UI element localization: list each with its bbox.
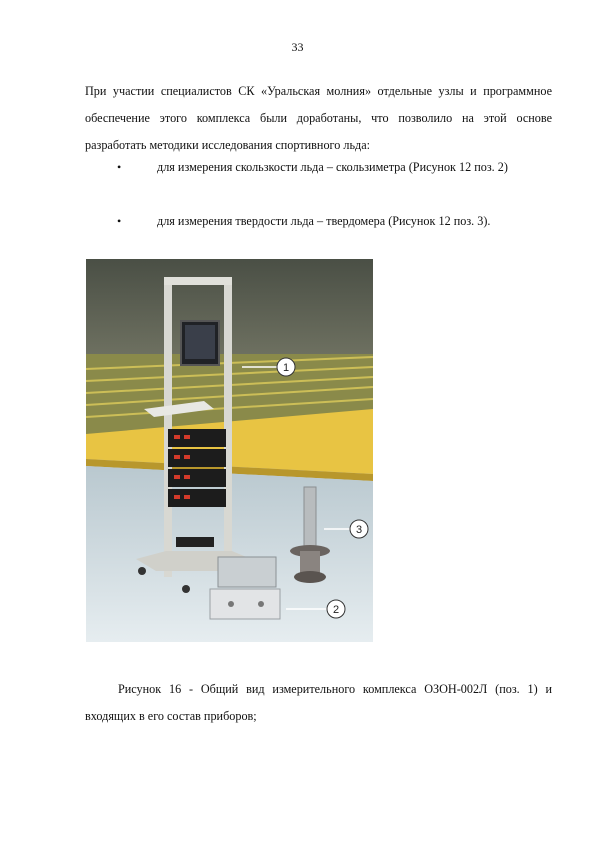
figure-caption: Рисунок 16 - Общий вид измерительного комплекса ОЗОН-002Л (поз. 1) и входящих в его состав приборов; [85, 682, 552, 723]
figure-photo [86, 259, 373, 642]
bullet-text: для измерения твердости льда – твердомера (Рисунок 12 поз. 3). [157, 214, 491, 228]
bullet-item-hardness [85, 208, 552, 235]
callout-label: 3 [355, 524, 363, 536]
page-number: 33 [291, 40, 304, 54]
equipment-photo-illustration [86, 259, 373, 642]
callout-label: 2 [332, 604, 340, 616]
intro-paragraph: При участии специалистов СК «Уральская молния» отдельные узлы и программное обеспечение этого комплекса были доработаны, что позволило на этой основе разработать методики исследования спортивного льда: [85, 84, 552, 152]
callout-label: 1 [282, 362, 290, 374]
bullet-item-slipperiness [85, 154, 552, 181]
bullet-marker: • [117, 214, 122, 228]
bullet-marker: • [117, 160, 122, 174]
bullet-text: для измерения скользкости льда – скользиметра (Рисунок 12 поз. 2) [157, 160, 508, 174]
